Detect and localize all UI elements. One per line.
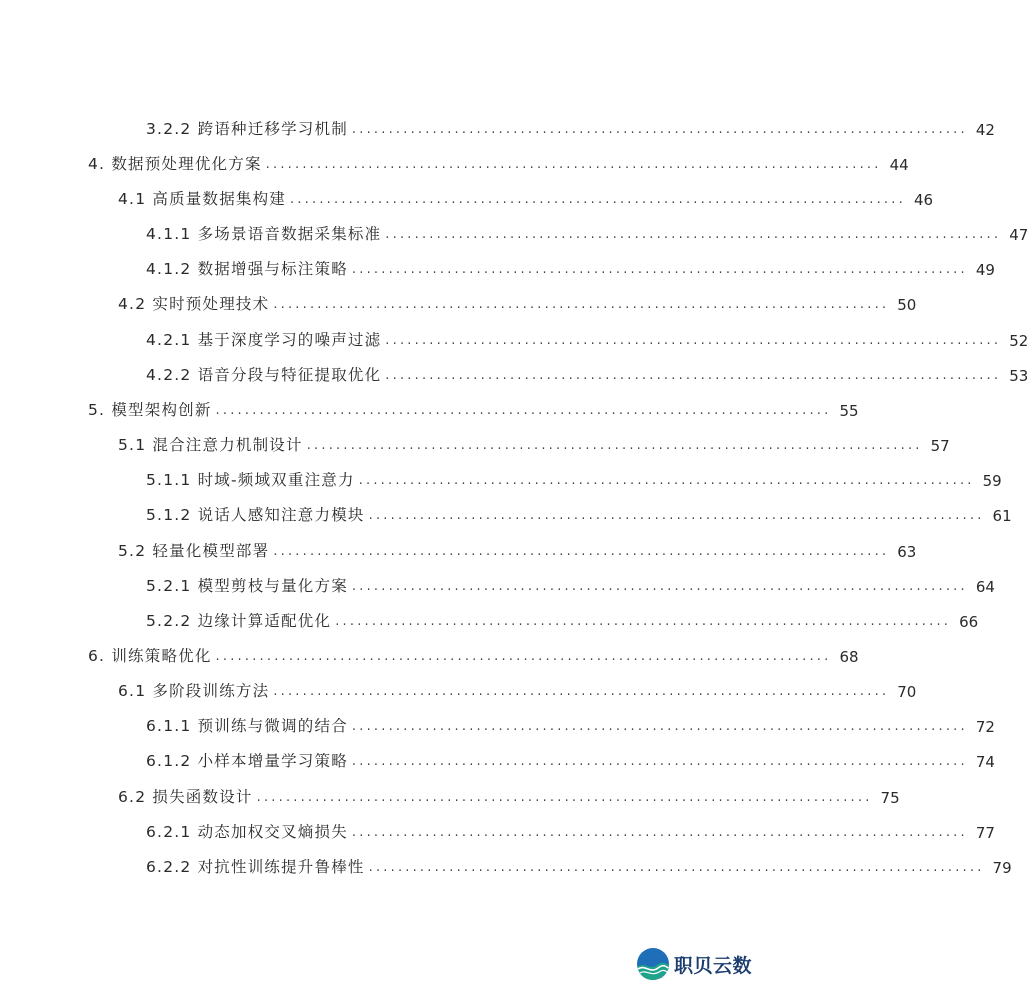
toc-label: 5.1.1 时域-频域双重注意力: [146, 471, 355, 489]
toc-entry[interactable]: [118, 286, 917, 314]
toc-label: 6.1.1 预训练与微调的结合: [146, 717, 348, 735]
toc-label: 5.2 轻量化模型部署: [118, 542, 270, 560]
toc-label: 6.2.2 对抗性训练提升鲁棒性: [146, 858, 365, 876]
toc-entry[interactable]: [146, 603, 979, 631]
toc-page-number: 74: [975, 753, 995, 771]
toc-label: 6.1.2 小样本增量学习策略: [146, 752, 348, 770]
toc-label: 5.1.2 说话人感知注意力模块: [146, 506, 365, 524]
dot-leader: ....................................................................................: [351, 262, 968, 277]
dot-leader: ....................................................................................: [256, 790, 873, 805]
toc-page-number: 57: [930, 437, 950, 455]
toc-label: 5. 模型架构创新: [88, 401, 212, 419]
toc-label: 4.1.2 数据增强与标注策略: [146, 260, 348, 278]
dot-leader: ....................................................................................: [351, 122, 968, 137]
toc-label: 4.2.2 语音分段与特征提取优化: [146, 366, 382, 384]
dot-leader: ....................................................................................: [273, 684, 890, 699]
toc-page-number: 47: [1009, 226, 1028, 244]
toc-page-number: 42: [975, 121, 995, 139]
toc-entry[interactable]: [88, 146, 909, 174]
toc-label: 6. 训练策略优化: [88, 647, 212, 665]
toc-entry[interactable]: [146, 497, 1012, 525]
toc-page-number: 79: [992, 859, 1012, 877]
brand-name: 职贝云数: [674, 954, 753, 977]
dot-leader: ....................................................................................: [351, 825, 968, 840]
toc-page-number: 52: [1009, 332, 1028, 350]
toc-page-number: 64: [975, 578, 995, 596]
toc-page-number: 50: [897, 296, 917, 314]
toc-entry[interactable]: [118, 181, 934, 209]
dot-leader: ....................................................................................: [306, 438, 923, 453]
toc-page-number: 75: [880, 789, 900, 807]
toc-entry[interactable]: [118, 673, 917, 701]
toc-label: 5.2.1 模型剪枝与量化方案: [146, 577, 348, 595]
dot-leader: ....................................................................................: [290, 192, 906, 207]
dot-leader: ....................................................................................: [273, 297, 890, 312]
toc-entry[interactable]: [88, 638, 859, 666]
toc-label: 4. 数据预处理优化方案: [88, 155, 262, 173]
dot-leader: ....................................................................................: [215, 649, 832, 664]
toc-entry[interactable]: [146, 357, 1028, 385]
toc-entry[interactable]: [146, 111, 995, 139]
toc-entry[interactable]: [146, 322, 1028, 350]
toc-label: 4.1.1 多场景语音数据采集标准: [146, 225, 382, 243]
toc-entry[interactable]: [118, 427, 950, 455]
toc-page-number: 66: [959, 613, 979, 631]
dot-leader: ....................................................................................: [335, 614, 952, 629]
dot-leader: ....................................................................................: [265, 157, 882, 172]
dot-leader: ....................................................................................: [351, 579, 968, 594]
toc-label: 6.2 损失函数设计: [118, 788, 253, 806]
toc-page-number: 61: [992, 507, 1012, 525]
toc-page-number: 55: [839, 402, 859, 420]
toc-label: 4.2.1 基于深度学习的噪声过滤: [146, 331, 382, 349]
dot-leader: ....................................................................................: [368, 860, 985, 875]
dot-leader: ....................................................................................: [358, 473, 975, 488]
dot-leader: ....................................................................................: [385, 227, 1002, 242]
toc-entry[interactable]: [146, 216, 1028, 244]
toc-page-number: 77: [975, 824, 995, 842]
toc-entry[interactable]: [146, 708, 995, 736]
toc-entry[interactable]: [146, 849, 1012, 877]
dot-leader: ....................................................................................: [385, 368, 1002, 383]
toc-page-number: 72: [975, 718, 995, 736]
toc-label: 5.2.2 边缘计算适配优化: [146, 612, 332, 630]
toc-page-number: 49: [975, 261, 995, 279]
wave-globe-icon: [636, 947, 670, 981]
toc-page-number: 44: [889, 156, 909, 174]
dot-leader: ....................................................................................: [351, 719, 968, 734]
toc-entry[interactable]: [88, 392, 859, 420]
dot-leader: ....................................................................................: [273, 544, 890, 559]
dot-leader: ....................................................................................: [385, 333, 1002, 348]
toc-entry[interactable]: [146, 251, 995, 279]
toc-page-number: 53: [1009, 367, 1028, 385]
toc-label: 3.2.2 跨语种迁移学习机制: [146, 120, 348, 138]
toc-entry[interactable]: [146, 462, 1002, 490]
dot-leader: ....................................................................................: [368, 508, 985, 523]
toc-entry[interactable]: [118, 779, 900, 807]
toc-label: 4.1 高质量数据集构建: [118, 190, 287, 208]
dot-leader: ....................................................................................: [215, 403, 832, 418]
dot-leader: ....................................................................................: [351, 754, 968, 769]
brand-watermark: [636, 946, 752, 982]
toc-page-number: 59: [982, 472, 1002, 490]
toc-label: 6.2.1 动态加权交叉熵损失: [146, 823, 348, 841]
toc-page-number: 68: [839, 648, 859, 666]
toc-page-number: 70: [897, 683, 917, 701]
toc-entry[interactable]: [146, 568, 995, 596]
toc-label: 5.1 混合注意力机制设计: [118, 436, 303, 454]
toc-label: 4.2 实时预处理技术: [118, 295, 270, 313]
toc-entry[interactable]: [146, 814, 995, 842]
toc-page-number: 46: [913, 191, 934, 209]
toc-page-number: 63: [897, 543, 917, 561]
toc-entry[interactable]: [118, 533, 917, 561]
toc-entry[interactable]: [146, 743, 995, 771]
toc-label: 6.1 多阶段训练方法: [118, 682, 270, 700]
